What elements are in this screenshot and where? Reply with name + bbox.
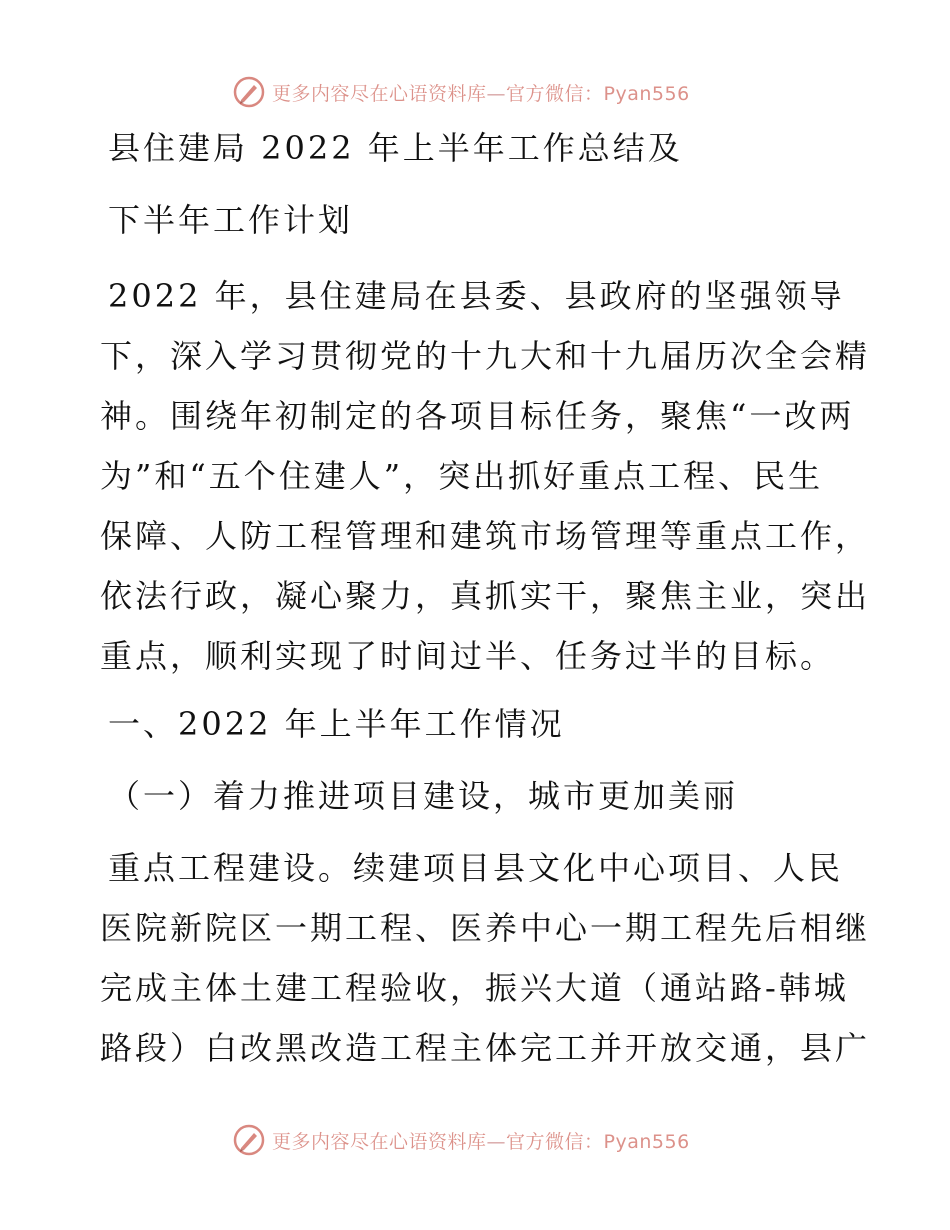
- pen-logo-icon: [232, 1123, 266, 1157]
- footer-watermark: [232, 1120, 690, 1160]
- doc-title-line-1: 县住建局 2022 年上半年工作总结及: [108, 129, 683, 167]
- intro-line: 保障、人防工程管理和建筑市场管理等重点工作，: [100, 517, 871, 555]
- intro-line: 重点，顺利实现了时间过半、任务过半的目标。: [100, 637, 836, 675]
- doc-title-line-2: 下半年工作计划: [108, 201, 354, 239]
- intro-line: 2022 年，县住建局在县委、县政府的坚强领导: [108, 277, 845, 315]
- intro-line: 为”和“五个住建人”，突出抓好重点工程、民生: [100, 457, 824, 495]
- intro-line: 依法行政，凝心聚力，真抓实干，聚焦主业，突出: [100, 577, 871, 615]
- intro-line: 下，深入学习贯彻党的十九大和十九届历次全会精: [100, 337, 871, 375]
- watermark-text: 更多内容尽在心语资料库—官方微信：Pyan556: [272, 82, 690, 105]
- pen-logo-icon: [232, 75, 266, 109]
- section-heading: 一、2022 年上半年工作情况: [108, 705, 565, 743]
- header-watermark: [232, 72, 690, 112]
- intro-line: 神。围绕年初制定的各项目标任务，聚焦“一改两: [100, 397, 855, 435]
- watermark-text: 更多内容尽在心语资料库—官方微信：Pyan556: [272, 1130, 690, 1153]
- body-line: 重点工程建设。续建项目县文化中心项目、人民: [108, 849, 844, 887]
- body-line: 完成主体土建工程验收，振兴大道（通站路-韩城: [100, 969, 849, 1007]
- body-line: 医院新院区一期工程、医养中心一期工程先后相继: [100, 909, 871, 947]
- subsection-heading: （一）着力推进项目建设，城市更加美丽: [108, 777, 739, 815]
- body-line: 路段）白改黑改造工程主体完工并开放交通，县广: [100, 1029, 871, 1067]
